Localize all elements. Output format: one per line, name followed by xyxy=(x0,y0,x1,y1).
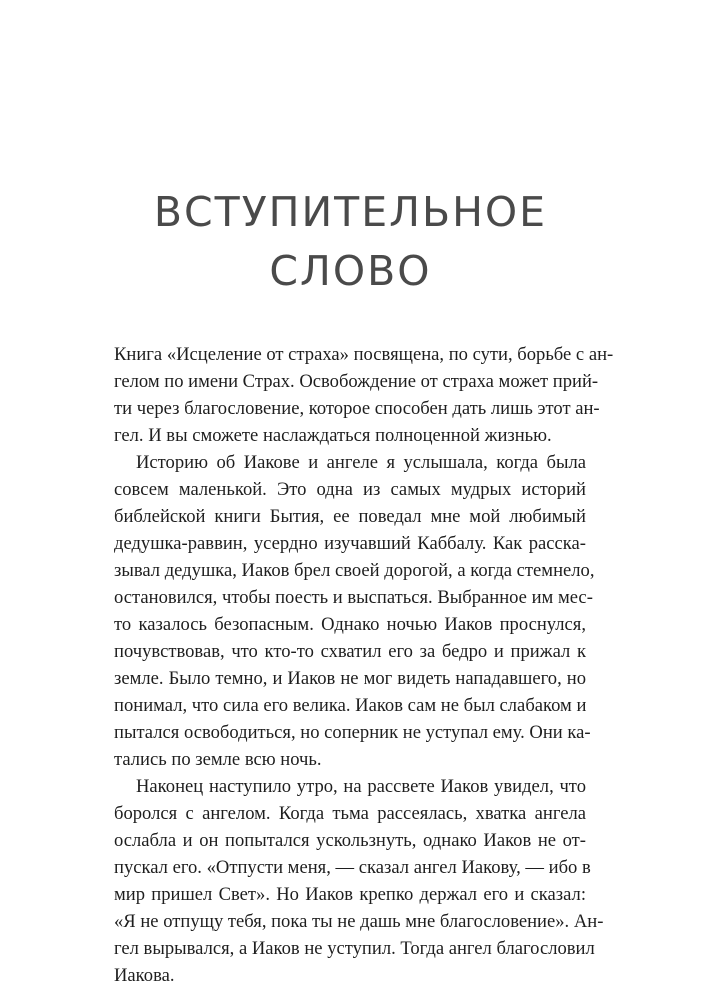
text-line: остановился, чтобы поесть и выспаться. Выбранное им мес- xyxy=(114,587,593,608)
paragraph xyxy=(114,773,604,989)
text-line: пытался освободиться, но соперник не уступал ему. Они ка- xyxy=(114,722,591,743)
text-line: то казалось безопасным. Однако ночью Иаков проснулся, xyxy=(114,614,586,635)
text-line: понимал, что сила его велика. Иаков сам не был слабаком и xyxy=(114,695,587,716)
text-line: тались по земле всю ночь. xyxy=(114,749,322,770)
chapter-title-line-2: СЛОВО xyxy=(269,247,432,295)
text-line: Историю об Иакове и ангеле я услышала, когда была xyxy=(136,452,586,473)
text-line: совсем маленькой. Это одна из самых мудрых историй xyxy=(114,479,586,500)
text-line: пускал его. «Отпусти меня, — сказал ангел Иакову, — ибо в xyxy=(114,857,591,878)
text-line: «Я не отпущу тебя, пока ты не дашь мне благословение». Ан- xyxy=(114,911,604,932)
text-line: ти через благословение, которое способен дать лишь этот ан- xyxy=(114,398,600,419)
text-line: дедушка-раввин, усердно изучавший Каббалу. Как расска- xyxy=(114,533,586,554)
chapter-title-line-1: ВСТУПИТЕЛЬНОЕ xyxy=(153,188,548,236)
paragraph xyxy=(114,341,614,449)
text-line: библейской книги Бытия, ее поведал мне мой любимый xyxy=(114,506,586,527)
text-line: гелом по имени Страх. Освобождение от страха может прий- xyxy=(114,371,599,392)
text-line: боролся с ангелом. Когда тьма рассеялась, хватка ангела xyxy=(114,803,586,824)
text-line: гел вырывался, а Иаков не уступил. Тогда ангел благословил xyxy=(114,938,595,959)
text-line: земле. Было темно, и Иаков не мог видеть нападавшего, но xyxy=(114,668,586,689)
body-text xyxy=(114,341,614,989)
text-line: Наконец наступило утро, на рассвете Иаков увидел, что xyxy=(136,776,586,797)
paragraph xyxy=(114,449,595,773)
text-line: почувствовав, что кто-то схватил его за бедро и прижал к xyxy=(114,641,586,662)
text-line: ослабла и он попытался ускользнуть, однако Иаков не от- xyxy=(114,830,586,851)
text-line: мир пришел Свет». Но Иаков крепко держал его и сказал: xyxy=(114,884,586,905)
chapter-title xyxy=(0,183,701,301)
text-line: гел. И вы сможете наслаждаться полноценной жизнью. xyxy=(114,425,552,446)
text-line: Иакова. xyxy=(114,965,175,986)
text-line: Книга «Исцеление от страха» посвящена, по сути, борьбе с ан- xyxy=(114,344,614,365)
text-line: зывал дедушка, Иаков брел своей дорогой, а когда стемнело, xyxy=(114,560,595,581)
